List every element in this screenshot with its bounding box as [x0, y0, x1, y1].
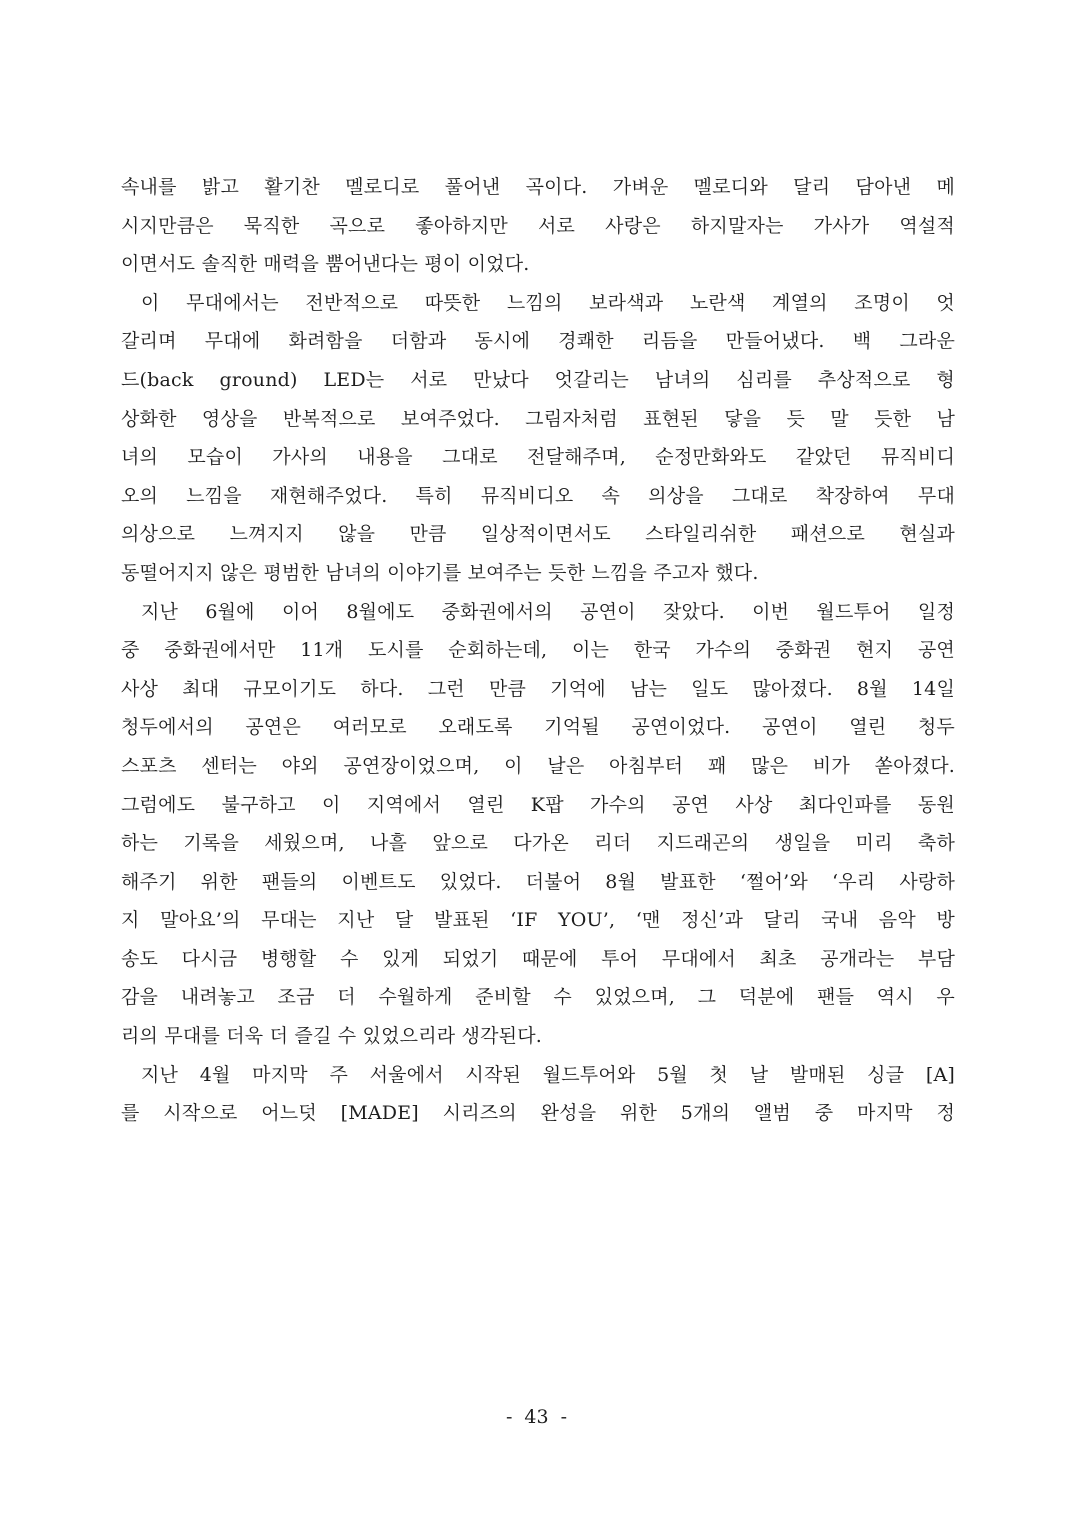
- text-line: 감을 내려놓고 조금 더 수월하게 준비할 수 있었으며, 그 덕분에 팬들 역시 우: [121, 986, 955, 1009]
- text-line: 송도 다시금 병행할 수 있게 되었기 때문에 투어 무대에서 최초 공개라는 부담: [121, 947, 955, 970]
- text-line: 지난 4월 마지막 주 서울에서 시작된 월드투어와 5월 첫 날 발매된 싱글 [A]: [141, 1063, 955, 1086]
- text-line: 드(back ground) LED는 서로 만났다 엇갈리는 남녀의 심리를 추상적으로 형: [121, 368, 955, 391]
- page-number: - 43 -: [505, 1406, 568, 1428]
- text-line: 녀의 모습이 가사의 내용을 그대로 전달해주며, 순정만화와도 같았던 뮤직비디: [121, 446, 955, 469]
- paragraph: [121, 168, 955, 284]
- text-line: 리의 무대를 더욱 더 즐길 수 있었으리라 생각된다.: [121, 1025, 542, 1048]
- text-line: 시지만큼은 묵직한 곡으로 좋아하지만 서로 사랑은 하지말자는 가사가 역설적: [121, 214, 955, 237]
- text-line: 갈리며 무대에 화려함을 더함과 동시에 경쾌한 리듬을 만들어냈다. 백 그라운: [121, 330, 955, 353]
- paragraph: [121, 1056, 955, 1133]
- text-line: 지난 6월에 이어 8월에도 중화권에서의 공연이 잦았다. 이번 월드투어 일정: [141, 600, 955, 623]
- text-line: 지 말아요’의 무대는 지난 달 발표된 ‘IF YOU’, ‘맨 정신’과 달리 국내 음악 방: [121, 909, 955, 932]
- text-line: 사상 최대 규모이기도 하다. 그런 만큼 기억에 남는 일도 많아졌다. 8월 14일: [121, 677, 955, 700]
- text-line: 오의 느낌을 재현해주었다. 특히 뮤직비디오 속 의상을 그대로 착장하여 무대: [121, 484, 955, 507]
- text-line: 스포츠 센터는 야외 공연장이었으며, 이 날은 아침부터 꽤 많은 비가 쏟아졌다.: [121, 754, 955, 777]
- text-line: 해주기 위한 팬들의 이벤트도 있었다. 더불어 8월 발표한 ‘쩔어’와 ‘우리 사랑하: [121, 870, 955, 893]
- paragraph: [121, 593, 955, 1056]
- text-line: 중 중화권에서만 11개 도시를 순회하는데, 이는 한국 가수의 중화권 현지 공연: [121, 639, 955, 662]
- text-line: 동떨어지지 않은 평범한 남녀의 이야기를 보여주는 듯한 느낌을 주고자 했다.: [121, 561, 759, 584]
- text-line: 의상으로 느껴지지 않을 만큼 일상적이면서도 스타일리쉬한 패션으로 현실과: [121, 523, 955, 546]
- text-line: 청두에서의 공연은 여러모로 오래도록 기억될 공연이었다. 공연이 열린 청두: [121, 716, 955, 739]
- text-line: 이 무대에서는 전반적으로 따뜻한 느낌의 보라색과 노란색 계열의 조명이 엇: [141, 291, 955, 314]
- text-line: 그럼에도 불구하고 이 지역에서 열린 K팝 가수의 공연 사상 최다인파를 동원: [121, 793, 955, 816]
- text-line: 상화한 영상을 반복적으로 보여주었다. 그림자처럼 표현된 닿을 듯 말 듯한 남: [121, 407, 955, 430]
- text-line: 를 시작으로 어느덧 [MADE] 시리즈의 완성을 위한 5개의 앨범 중 마지막 정: [121, 1102, 955, 1125]
- text-line: 속내를 밝고 활기찬 멜로디로 풀어낸 곡이다. 가벼운 멜로디와 달리 담아낸 메: [121, 176, 955, 198]
- body-text: [121, 168, 955, 1133]
- paragraph: [121, 284, 955, 593]
- text-line: 이면서도 솔직한 매력을 뿜어낸다는 평이 이었다.: [121, 253, 530, 276]
- text-line: 하는 기록을 세웠으며, 나흘 앞으로 다가온 리더 지드래곤의 생일을 미리 축하: [121, 832, 955, 855]
